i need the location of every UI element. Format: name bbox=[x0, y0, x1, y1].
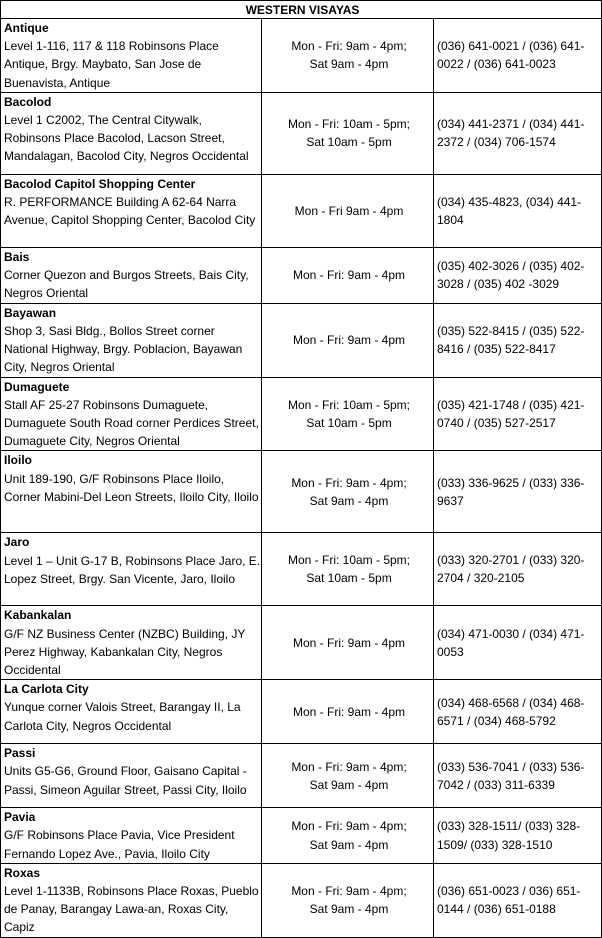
branch-address: Level 1 C2002, The Central Citywalk, Robinsons Place Bacolod, Lacson Street, Mandalagan, Bacolod City, Negros Occidental bbox=[4, 113, 249, 164]
branch-phone: (033) 336-9625 / (033) 336-9637 bbox=[434, 451, 602, 533]
branch-row bbox=[1, 303, 602, 377]
branch-location-cell bbox=[1, 744, 262, 808]
branch-location-cell bbox=[1, 863, 262, 937]
branch-hours-cell bbox=[262, 606, 434, 680]
branch-address: Yunque corner Valois Street, Barangay II, La Carlota City, Negros Occidental bbox=[4, 700, 241, 733]
branch-location-cell bbox=[1, 808, 262, 864]
branch-name: Bais bbox=[4, 249, 30, 264]
branch-row bbox=[1, 174, 602, 247]
branch-phone: (034) 435-4823, (034) 441-1804 bbox=[434, 174, 602, 247]
branch-phone: (033) 328-1511/ (033) 328-1509/ (033) 328-1510 bbox=[434, 808, 602, 864]
branch-location-cell bbox=[1, 174, 262, 247]
branch-phone: (034) 441-2371 / (034) 441-2372 / (034) 706-1574 bbox=[434, 92, 602, 174]
saturday-hours: Sat 9am - 4pm bbox=[309, 837, 389, 852]
weekday-hours: Mon - Fri: 9am - 4pm; bbox=[291, 884, 407, 899]
weekday-hours: Mon - Fri: 9am - 4pm bbox=[292, 268, 406, 283]
branch-hours-cell bbox=[262, 533, 434, 606]
branch-address: G/F Robinsons Place Pavia, Vice President Fernando Lopez Ave., Pavia, Iloilo City bbox=[4, 828, 235, 861]
branch-name: La Carlota City bbox=[4, 682, 89, 697]
branch-rows bbox=[1, 19, 602, 938]
region-header-row bbox=[1, 1, 602, 19]
branch-phone: (035) 522-8415 / (035) 522-8416 / (035) 522-8417 bbox=[434, 303, 602, 377]
branch-hours-cell bbox=[262, 174, 434, 247]
branch-address: Unit 189-190, G/F Robinsons Place Iloilo, Corner Mabini-Del Leon Streets, Iloilo City, Iloilo bbox=[4, 471, 259, 504]
branch-name: Bacolod bbox=[4, 94, 52, 109]
branch-hours-cell bbox=[262, 808, 434, 864]
branch-hours-cell bbox=[262, 303, 434, 377]
branch-location-cell bbox=[1, 92, 262, 174]
branch-phone: (035) 402-3026 / (035) 402-3028 / (035) 402 -3029 bbox=[434, 247, 602, 303]
branch-name: Bayawan bbox=[4, 305, 57, 320]
branch-hours-cell bbox=[262, 680, 434, 744]
branch-location-cell bbox=[1, 247, 262, 303]
branch-phone: (035) 421-1748 / (035) 421-0740 / (035) 527-2517 bbox=[434, 377, 602, 451]
branch-name: Roxas bbox=[4, 865, 41, 880]
branch-row bbox=[1, 451, 602, 533]
branch-location-cell bbox=[1, 451, 262, 533]
branch-row bbox=[1, 92, 602, 174]
branch-phone: (033) 320-2701 / (033) 320-2704 / 320-2105 bbox=[434, 533, 602, 606]
saturday-hours: Sat 9am - 4pm bbox=[309, 57, 389, 72]
branch-name: Iloilo bbox=[4, 453, 32, 468]
branch-address: Corner Quezon and Burgos Streets, Bais City, Negros Oriental bbox=[4, 268, 249, 301]
weekday-hours: Mon - Fri: 9am - 4pm; bbox=[291, 39, 407, 54]
branch-row bbox=[1, 808, 602, 864]
branch-hours-cell bbox=[262, 19, 434, 93]
branch-hours-cell bbox=[262, 247, 434, 303]
weekday-hours: Mon - Fri: 9am - 4pm bbox=[292, 333, 406, 348]
weekday-hours: Mon - Fri: 9am - 4pm; bbox=[291, 819, 407, 834]
weekday-hours: Mon - Fri: 9am - 4pm; bbox=[291, 759, 407, 774]
branch-hours-cell bbox=[262, 377, 434, 451]
branch-address: Stall AF 25-27 Robinsons Dumaguete, Dumaguete South Road corner Perdices Street, Dumaguete City, Negros Oriental bbox=[4, 397, 259, 449]
branch-address: Units G5-G6, Ground Floor, Gaisano Capital - Passi, Simeon Aguilar Street, Passi City, Iloilo bbox=[4, 764, 247, 797]
branch-name: Dumaguete bbox=[4, 379, 70, 394]
weekday-hours: Mon - Fri 9am - 4pm bbox=[294, 203, 404, 218]
branch-hours-cell bbox=[262, 744, 434, 808]
branch-row bbox=[1, 680, 602, 744]
branch-name: Pavia bbox=[4, 810, 36, 825]
branch-row bbox=[1, 744, 602, 808]
branch-phone: (034) 468-6568 / (034) 468-6571 / (034) 468-5792 bbox=[434, 680, 602, 744]
branch-hours-cell bbox=[262, 92, 434, 174]
branch-row bbox=[1, 377, 602, 451]
branch-location-cell bbox=[1, 606, 262, 680]
branch-address: Shop 3, Sasi Bldg., Bollos Street corner National Highway, Brgy. Poblacion, Bayawan City, Negros Oriental bbox=[4, 324, 243, 375]
branch-name: Bacolod Capitol Shopping Center bbox=[4, 176, 196, 191]
weekday-hours: Mon - Fri: 9am - 4pm bbox=[292, 704, 406, 719]
branch-phone: (036) 641-0021 / (036) 641-0022 / (036) 641-0023 bbox=[434, 19, 602, 93]
branch-address: Level 1 – Unit G-17 B, Robinsons Place Jaro, E. Lopez Street, Brgy. San Vicente, Jaro, Iloilo bbox=[4, 553, 261, 586]
weekday-hours: Mon - Fri: 10am - 5pm; bbox=[287, 553, 411, 568]
branch-name: Kabankalan bbox=[4, 608, 72, 623]
weekday-hours: Mon - Fri: 9am - 4pm bbox=[292, 635, 406, 650]
branch-location-cell bbox=[1, 680, 262, 744]
weekday-hours: Mon - Fri: 10am - 5pm; bbox=[287, 397, 411, 412]
saturday-hours: Sat 9am - 4pm bbox=[309, 902, 389, 917]
branch-location-cell bbox=[1, 377, 262, 451]
branch-location-cell bbox=[1, 19, 262, 93]
branch-phone: (033) 536-7041 / (033) 536-7042 / (033) 311-6339 bbox=[434, 744, 602, 808]
branch-hours-cell bbox=[262, 863, 434, 937]
branch-phone: (034) 471-0030 / (034) 471-0053 bbox=[434, 606, 602, 680]
branch-row bbox=[1, 606, 602, 680]
branch-row bbox=[1, 533, 602, 606]
weekday-hours: Mon - Fri: 9am - 4pm; bbox=[291, 475, 407, 490]
branch-location-cell bbox=[1, 533, 262, 606]
branch-name: Jaro bbox=[4, 535, 30, 550]
branch-row bbox=[1, 863, 602, 937]
saturday-hours: Sat 10am - 5pm bbox=[306, 571, 392, 586]
saturday-hours: Sat 10am - 5pm bbox=[306, 135, 392, 150]
branch-name: Passi bbox=[4, 746, 36, 761]
branch-location-cell bbox=[1, 303, 262, 377]
region-title: WESTERN VISAYAS bbox=[1, 1, 602, 19]
branch-address: Level 1-116, 117 & 118 Robinsons Place Antique, Brgy. Maybato, San Jose de Buenavista, Antique bbox=[4, 39, 219, 90]
branch-name: Antique bbox=[4, 21, 49, 35]
saturday-hours: Sat 9am - 4pm bbox=[309, 777, 389, 792]
branch-address: R. PERFORMANCE Building A 62-64 Narra Avenue, Capitol Shopping Center, Bacolod City bbox=[4, 195, 256, 228]
weekday-hours: Mon - Fri: 10am - 5pm; bbox=[287, 117, 411, 132]
saturday-hours: Sat 9am - 4pm bbox=[309, 493, 389, 508]
branch-hours-cell bbox=[262, 451, 434, 533]
branch-address: Level 1-1133B, Robinsons Place Roxas, Pueblo de Panay, Barangay Lawa-an, Roxas City, Capiz bbox=[4, 884, 259, 935]
saturday-hours: Sat 10am - 5pm bbox=[306, 416, 392, 431]
branch-row bbox=[1, 19, 602, 93]
branch-phone: (036) 651-0023 / 036) 651-0144 / (036) 651-0188 bbox=[434, 863, 602, 937]
branch-address: G/F NZ Business Center (NZBC) Building, JY Perez Highway, Kabankalan City, Negros Occidental bbox=[4, 626, 246, 678]
branch-row bbox=[1, 247, 602, 303]
